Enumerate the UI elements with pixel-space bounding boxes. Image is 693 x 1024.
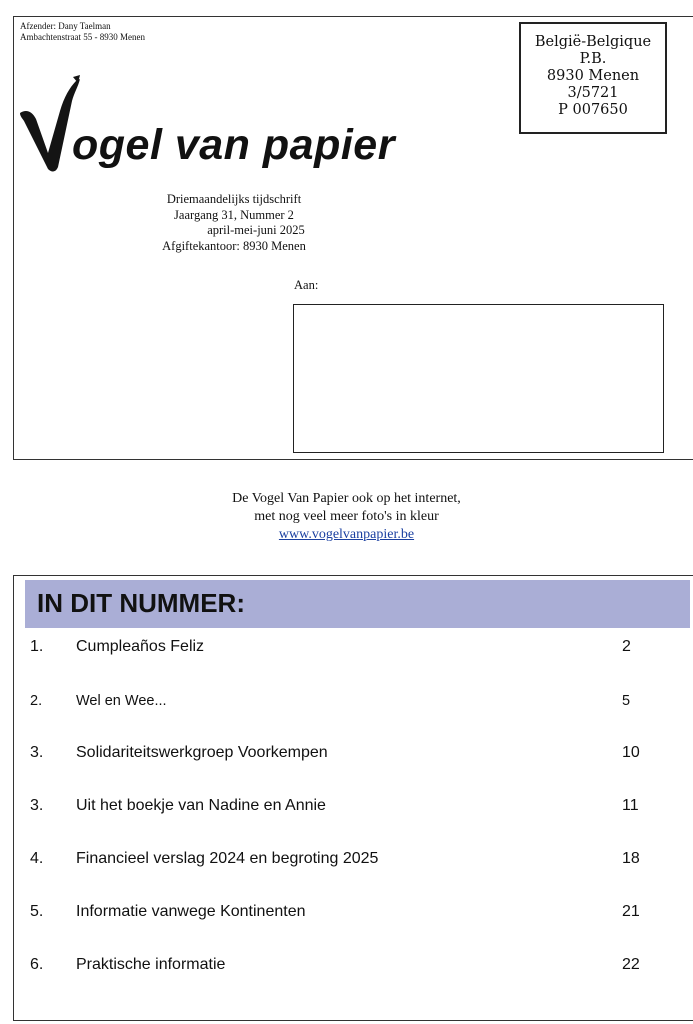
toc-item-number: 5. [30, 903, 44, 920]
toc-item-title: Cumpleaños Feliz [76, 638, 205, 655]
toc-item-title: Uit het boekje van Nadine en Annie [76, 797, 326, 814]
toc-item-title: Informatie vanwege Kontinenten [76, 903, 306, 920]
publication-info [134, 192, 334, 254]
table-of-contents [13, 575, 693, 1021]
sender-street: Ambachtenstraat 55 - 8930 Menen [20, 32, 145, 42]
stamp-line: België-Belgique [534, 34, 652, 50]
pub-office: Afgiftekantoor: 8930 Menen [162, 238, 306, 253]
pub-volume: Jaargang 31, Nummer 2 [174, 207, 294, 222]
web-line-2: met nog veel meer foto's in kleur [254, 509, 439, 524]
website-notice [0, 490, 693, 544]
web-line-1: De Vogel Van Papier ook op het internet, [232, 491, 461, 506]
toc-item-page: 11 [622, 797, 639, 814]
stamp-line: P.B. [579, 51, 607, 67]
toc-item[interactable] [14, 744, 693, 768]
sender-address [20, 21, 145, 43]
toc-item[interactable] [14, 693, 693, 717]
logo-title: ogel van papier [72, 121, 395, 169]
envelope-cover [13, 16, 693, 460]
toc-item-page: 5 [622, 693, 631, 709]
toc-item-title: Financieel verslag 2024 en begroting 2025 [76, 850, 379, 867]
stamp-line: 3/5721 [567, 85, 619, 101]
toc-item[interactable] [14, 638, 693, 662]
toc-item-number: 1. [30, 638, 44, 655]
toc-item[interactable] [14, 956, 693, 980]
toc-heading: IN DIT NUMMER: [37, 588, 245, 618]
toc-item-number: 3. [30, 744, 44, 761]
pub-period: april-mei-juni 2025 [207, 223, 305, 237]
sender-name: Afzender: Dany Taelman [20, 21, 111, 31]
toc-item[interactable] [14, 903, 693, 927]
toc-item-number: 3. [30, 797, 44, 814]
toc-item-page: 21 [622, 903, 640, 920]
toc-item[interactable] [14, 797, 693, 821]
toc-item-title: Solidariteitswerkgroep Voorkempen [76, 744, 328, 761]
toc-item-page: 18 [622, 850, 640, 867]
website-link[interactable]: www.vogelvanpapier.be [278, 527, 415, 542]
toc-item-number: 2. [30, 693, 43, 709]
stamp-line: P 007650 [558, 102, 628, 118]
toc-item-title: Wel en Wee... [76, 693, 167, 709]
postage-stamp-box [519, 22, 667, 134]
stamp-line: 8930 Menen [546, 68, 640, 84]
toc-item-page: 2 [622, 638, 631, 655]
toc-item-title: Praktische informatie [76, 956, 226, 973]
toc-item-page: 22 [622, 956, 640, 973]
toc-heading-bar [25, 580, 690, 628]
toc-item-number: 6. [30, 956, 44, 973]
toc-item-number: 4. [30, 850, 44, 867]
toc-item-page: 10 [622, 744, 640, 761]
recipient-label: Aan: [294, 278, 319, 292]
toc-item[interactable] [14, 850, 693, 874]
pub-frequency: Driemaandelijks tijdschrift [166, 192, 302, 206]
recipient-address-box [293, 304, 664, 453]
